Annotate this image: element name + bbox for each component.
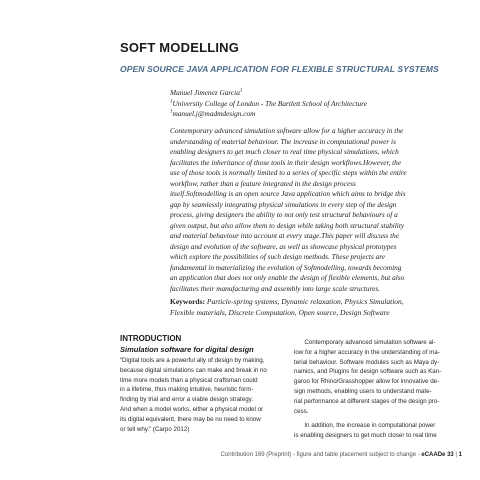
abstract-line: facilitates the inheritance of those tools in their design workflows.However, the (170, 157, 402, 167)
page-footer (188, 452, 462, 458)
body-line: is enabling designers to get much closer to real time (294, 432, 437, 440)
abstract-line: facilitates their manufacturing and assembly into large scale structures. (170, 283, 381, 293)
keywords-block (170, 296, 466, 318)
footer-contribution: Contribution 169 (Preprint) - figure and table placement subject to change - (220, 452, 420, 458)
keywords-text-2: Flexible materials, Discrete Computation, Open source, Design Software (170, 308, 390, 317)
abstract-line: an application that does not only enable the design of flexible elements, but also (170, 273, 405, 282)
affiliation-line (170, 99, 367, 110)
author-name: Manuel Jimenez Garcia (170, 88, 240, 97)
abstract-line: and material behaviour into account at every stage.This paper will discuss the (170, 231, 400, 240)
paper-title: SOFT MODELLING (120, 40, 240, 55)
subsection-heading: Simulation software for digital design (120, 345, 254, 354)
abstract-line: process, giving designers the ability to not only test structural behaviours of a (170, 210, 398, 219)
body-line: finding by trial and error a viable design strategy. (120, 396, 253, 404)
abstract-line: which explore the possibilities of such design methods. These projects are (170, 252, 386, 261)
footer-separator: | (455, 452, 457, 458)
email-line (170, 109, 367, 120)
abstract-line: understanding of material behaviour. The increase in computational power is (170, 136, 396, 146)
body-line: And when a model works, either a physical model or (120, 405, 264, 413)
body-line: cess. (294, 407, 309, 415)
keywords-line (170, 296, 466, 307)
abstract-line: use of those tools is normally limited to a series of specific steps within the entire (170, 168, 407, 177)
body-line: Contemporary advanced simulation software al- (294, 339, 436, 346)
abstract-line: gap by seamlessly integrating physical simulations in every step of the design (170, 199, 397, 209)
body-line: low for a higher accuracy in the understanding of ma- (294, 348, 440, 356)
body-line: namics, and Plugins for design software such as Kan- (294, 368, 442, 376)
body-line: rial performance at different stages of the design pro- (294, 397, 440, 405)
right-column (294, 338, 462, 441)
page-number: 1 (458, 452, 462, 458)
abstract-line: workflow, rather than a feature integrated in the design process (170, 178, 356, 188)
email-superscript: 1 (170, 109, 173, 115)
author-affiliation: University College of London - The Bartlett School of Architecture (172, 98, 367, 108)
abstract-line: fundamental in materializing the evolution of Softmodelling, towards becoming (170, 262, 402, 272)
paper-subtitle: OPEN SOURCE JAVA APPLICATION FOR FLEXIBLE STRUCTURAL SYSTEMS (120, 64, 439, 74)
abstract-line: given output, but also allow them to design while taking both structural stability (170, 220, 405, 230)
section-heading: INTRODUCTION (120, 334, 182, 343)
body-line: because digital simulations can make and break in no (120, 366, 267, 374)
body-line: “Digital tools are a powerful ally of design by making, (120, 357, 265, 364)
quote-paragraph (120, 356, 282, 434)
abstract-line: Contemporary advanced simulation software allow for a higher accuracy in the (170, 126, 404, 135)
abstract-line: itself.Softmodelling is an open source Java application which aims to bridge this (170, 189, 406, 198)
body-line: in a lifetime, thus making intuitive, heuristic form- (120, 386, 254, 394)
abstract-line: design and evolution of the software, as well as showcase physical prototypes (170, 241, 397, 251)
author-line (170, 88, 367, 99)
body-line: terial behaviour. Software modules such as Maya dy- (294, 358, 440, 366)
keywords-text-1: Particle-spring systems, Dynamic relaxation, Physics Simulation, (206, 297, 404, 306)
footer-journal: eCAADe 33 (421, 452, 454, 458)
body-line: garoo for Rhino/Grasshopper allow for innovative de- (294, 378, 440, 386)
abstract (170, 126, 466, 294)
body-line: time more models than a physical craftsman could (120, 376, 258, 384)
left-column (120, 334, 282, 434)
body-line: or tell why.” (Carpo 2012) (120, 425, 190, 433)
body-line: In addition, the increase in computational power (294, 422, 436, 430)
body-line: its digital equivalent, there may be no need to know (120, 415, 261, 423)
author-email: manuel.j@madmdesign.com (172, 109, 256, 118)
affiliation-superscript: 1 (170, 99, 173, 105)
abstract-line: enabling designers to get much closer to real time physical simulations, which (170, 147, 399, 156)
author-superscript: 1 (239, 88, 243, 94)
keywords-label: Keywords: (170, 297, 205, 306)
body-line: sign methods, enabling users to understand mate- (294, 387, 432, 395)
author-block (170, 88, 367, 120)
